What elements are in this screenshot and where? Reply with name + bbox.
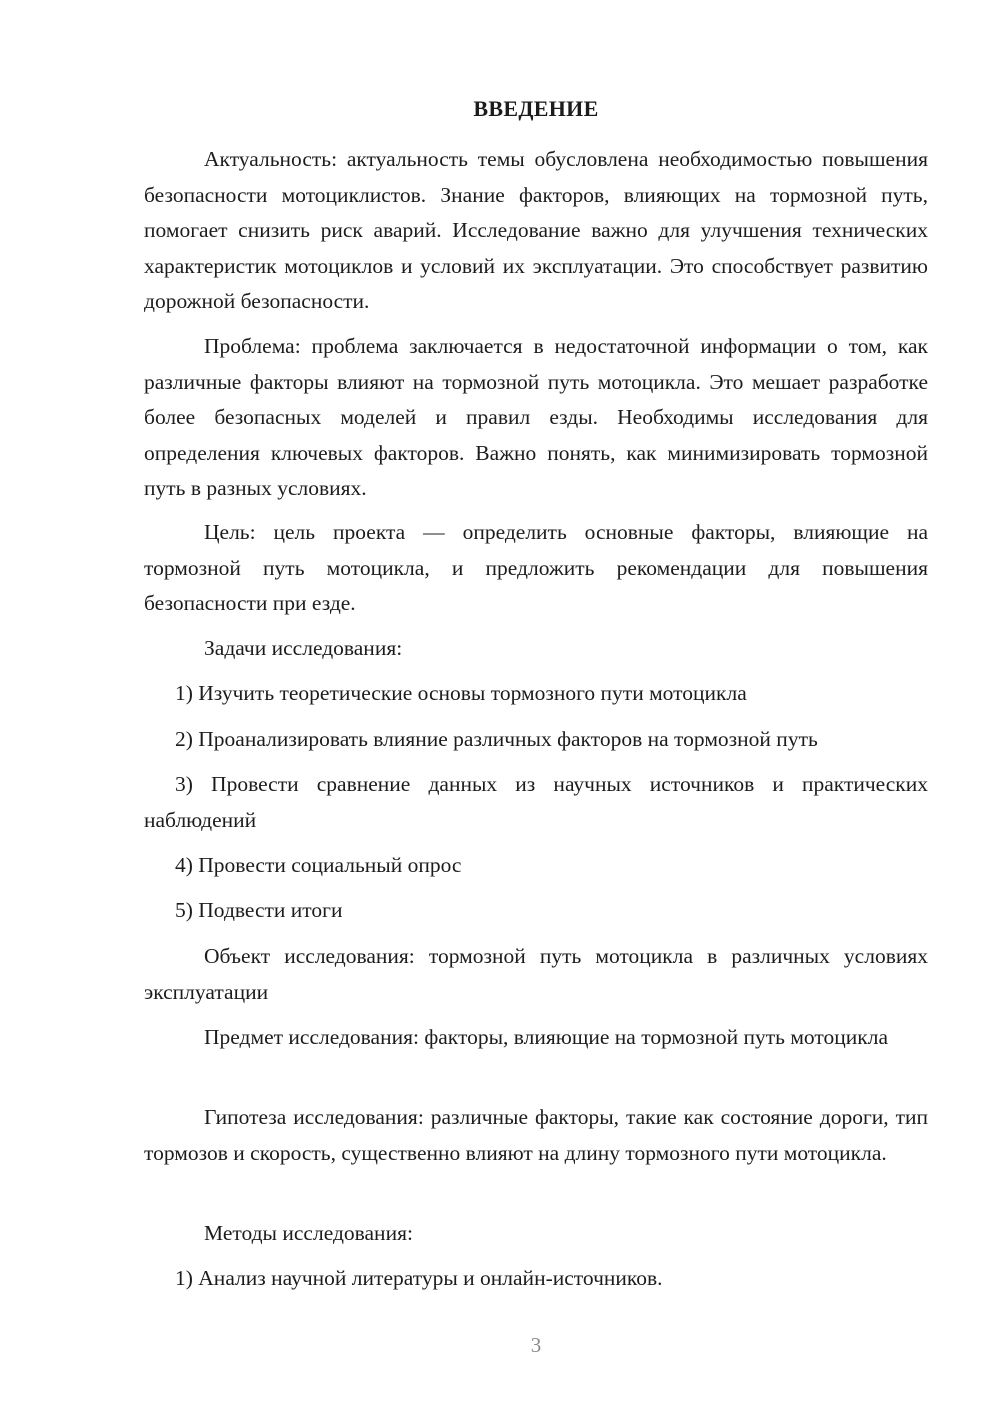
task-item: 4) Провести социальный опрос <box>175 853 462 877</box>
page-title: ВВЕДЕНИЕ <box>473 96 599 121</box>
problem-paragraph: Проблема: проблема заключается в недостаточной информации о том, как различные факторы влияют на тормозной путь мотоцикла. Это мешает разработке более безопасных моделей и правил езды. Необходимы исследования для определения ключевых факторов. Важно понять, как минимизировать тормозной путь в разных условиях. <box>144 334 928 500</box>
hypothesis-paragraph: Гипотеза исследования: различные факторы, такие как состояние дороги, тип тормозов и скорость, существенно влияют на длину тормозного пути мотоцикла. <box>144 1105 928 1165</box>
page-number: 3 <box>530 1333 542 1357</box>
object-paragraph: Объект исследования: тормозной путь мотоцикла в различных условиях эксплуатации <box>144 944 928 1004</box>
goal-paragraph: Цель: цель проекта — определить основные факторы, влияющие на тормозной путь мотоцикла, и предложить рекомендации для повышения безопасности при езде. <box>144 520 928 615</box>
subject-paragraph: Предмет исследования: факторы, влияющие на тормозной путь мотоцикла <box>204 1025 888 1049</box>
method-item: 1) Анализ научной литературы и онлайн-источников. <box>175 1266 663 1290</box>
task-item: 5) Подвести итоги <box>175 898 343 922</box>
methods-heading: Методы исследования: <box>204 1221 413 1245</box>
task-item: 1) Изучить теоретические основы тормозного пути мотоцикла <box>175 681 747 705</box>
task-item: 3) Провести сравнение данных из научных источников и практических наблюдений <box>144 772 928 832</box>
task-item: 2) Проанализировать влияние различных факторов на тормозной путь <box>175 727 818 751</box>
tasks-heading: Задачи исследования: <box>204 636 403 660</box>
relevance-paragraph: Актуальность: актуальность темы обусловлена необходимостью повышения безопасности мотоциклистов. Знание факторов, влияющих на тормозной путь, помогает снизить риск аварий. Исследование важно для улучшения технических характеристик мотоциклов и условий их эксплуатации. Это способствует развитию дорожной безопасности. <box>144 147 928 313</box>
